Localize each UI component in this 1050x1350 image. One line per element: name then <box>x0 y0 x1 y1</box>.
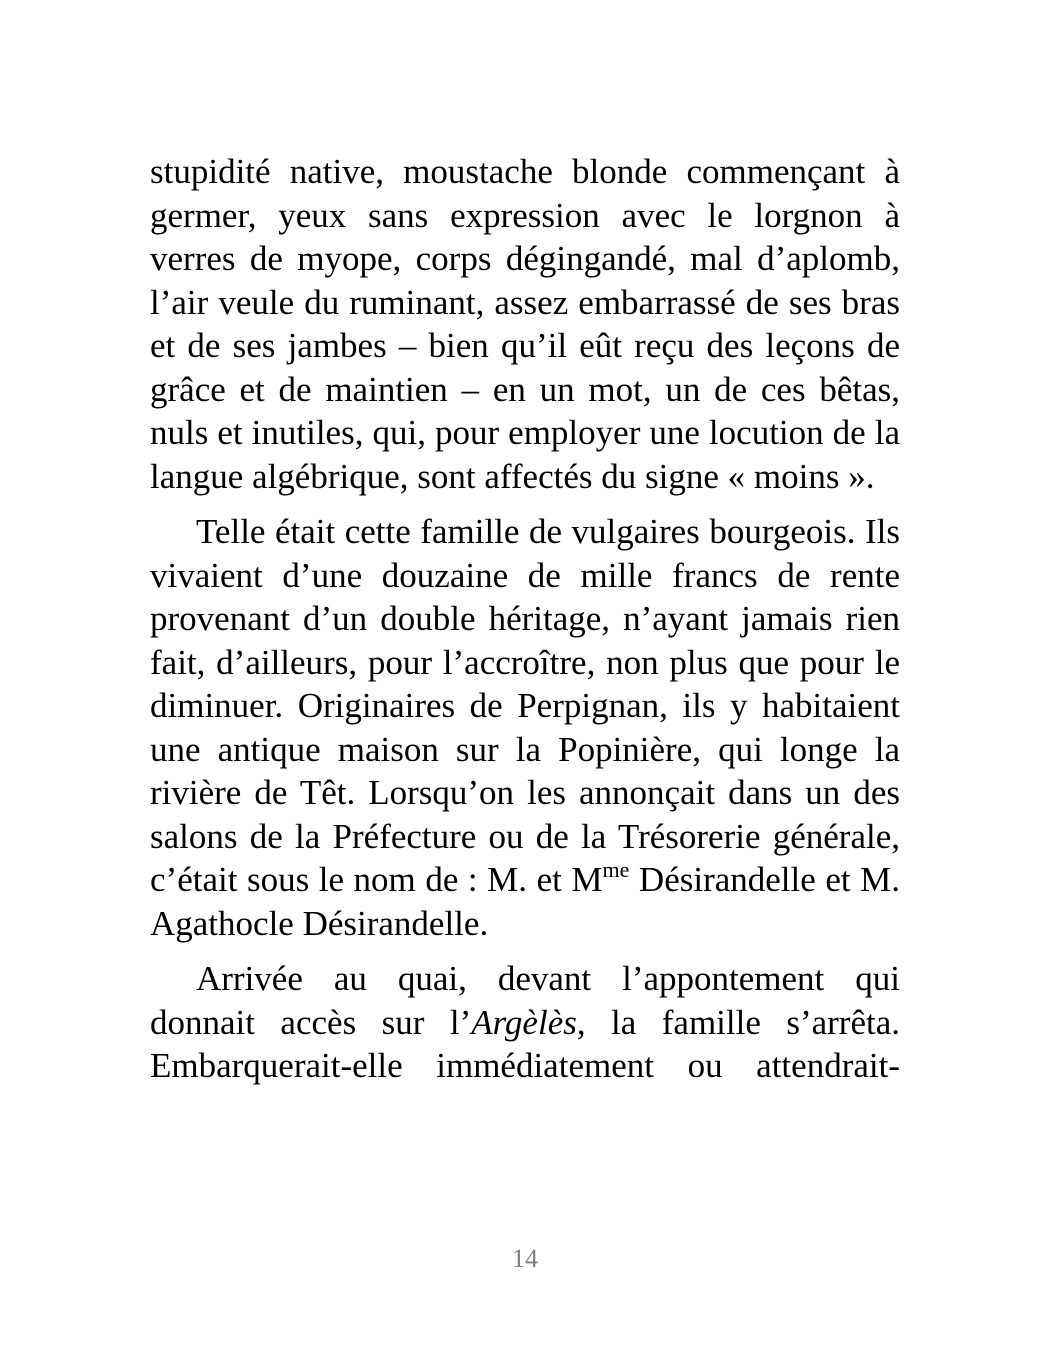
paragraph-family-description <box>150 510 900 945</box>
paragraph-text-start: Telle était cette famille de vulgaires bourgeois. Ils vivaient d’une douzaine de mille francs de rente provenant d’un double héritage, n’ayant jamais rien fait, d’ailleurs, pour l’accroître, non plus que pour le diminuer. Originaires de Perpignan, ils y habitaient une antique maison sur la Popinière, qui longe la rivière de Têt. Lorsqu’on les annonçait dans un des salons de la Préfecture ou de la Trésorerie générale, c’était sous le nom de : M. et M <box>150 512 900 899</box>
paragraph-text-start: Arrivée au quai, devant l’appontement qui donnait accès sur l’ <box>150 959 900 1042</box>
ship-name: Argèlès <box>471 1002 577 1042</box>
paragraph-text-end: Désirandelle et M. Agathocle Désirandelle. <box>150 860 900 943</box>
paragraph-continuation <box>150 150 900 498</box>
paragraph-arrival <box>150 957 900 1088</box>
paragraph-text: stupidité native, moustache blonde commençant à germer, yeux sans expression avec le lorgnon à verres de myope, corps dégingandé, mal d’aplomb, l’air veule du ruminant, assez embarrassé de ses bras et de ses jambes – bien qu’il eût reçu des leçons de grâce et de maintien – en un mot, un de ces bêtas, nuls et inutiles, qui, pour employer une locution de la langue algébrique, sont affectés du signe « moins ». <box>150 152 900 496</box>
page-number: 14 <box>512 1244 538 1273</box>
superscript-abbreviation: me <box>602 857 630 882</box>
paragraph-text-end: , la famille s’arrêta. Embarquerait-elle immédiatement ou attendrait- <box>150 1002 900 1085</box>
body-text <box>150 150 900 1088</box>
